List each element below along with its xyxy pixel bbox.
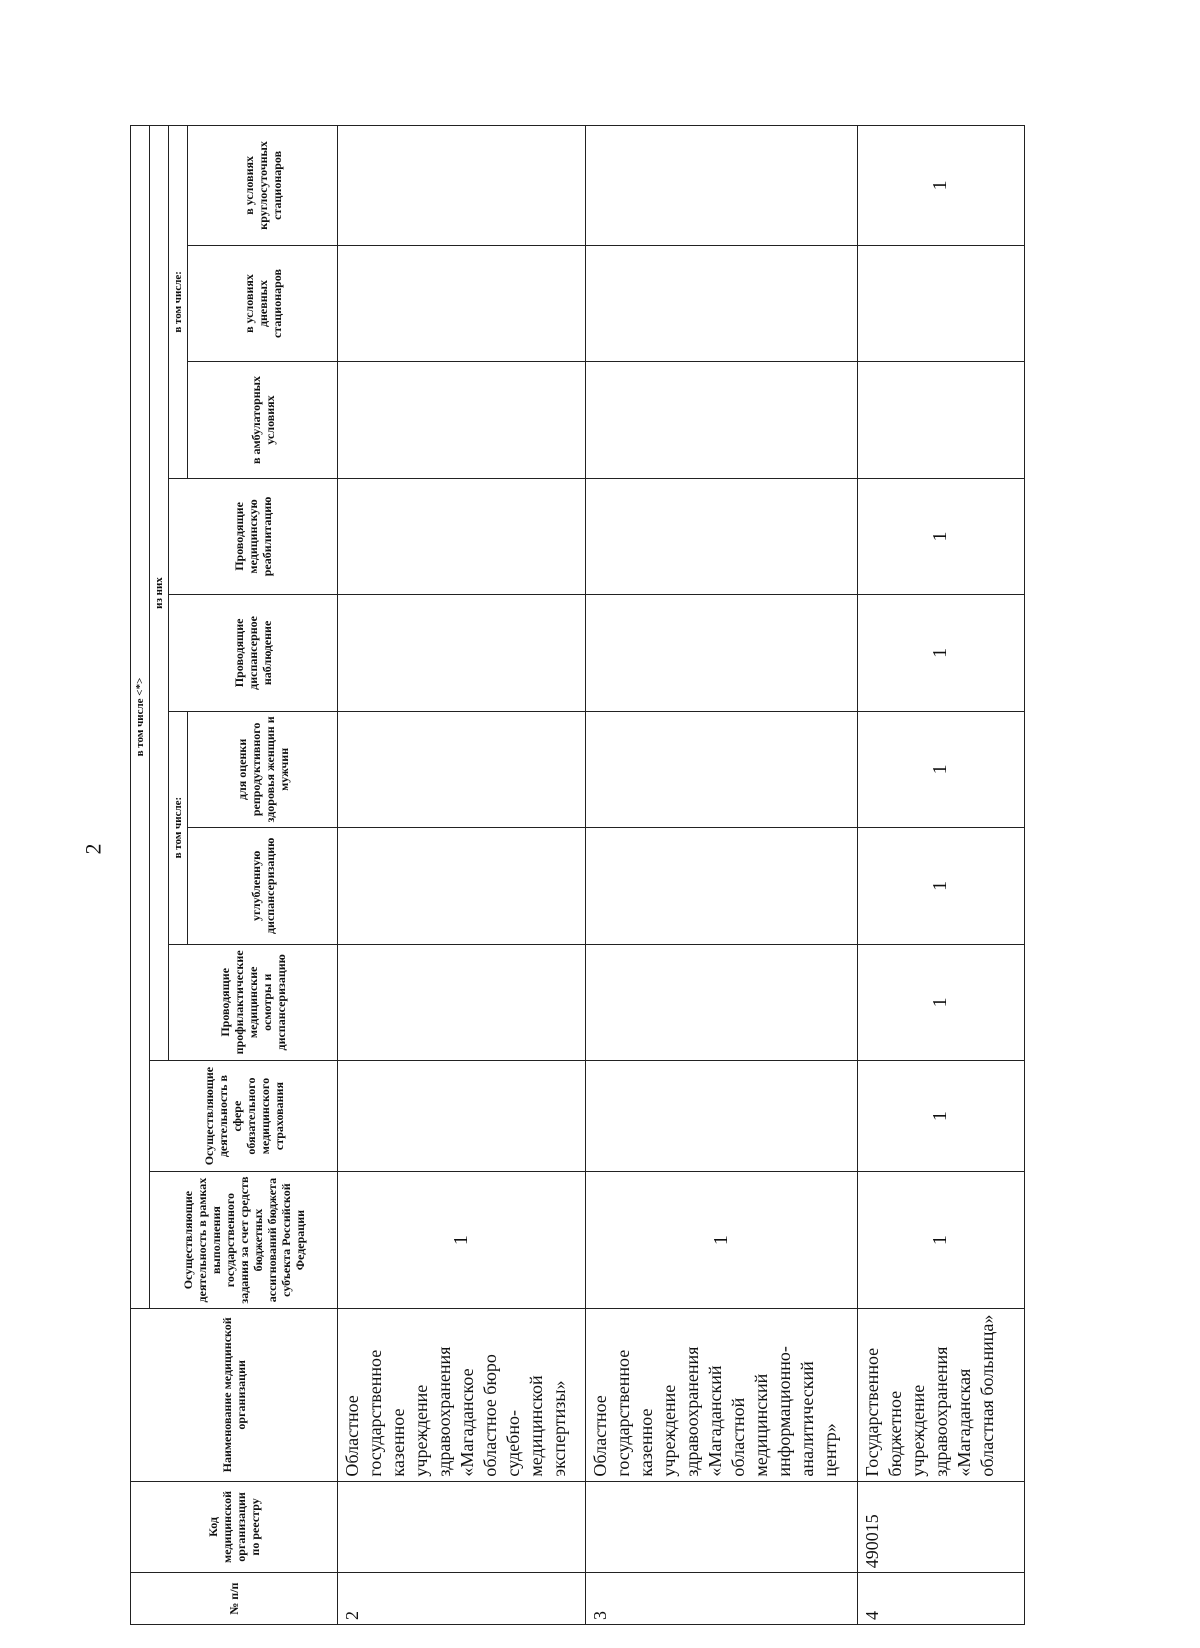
row-dispensary [585, 595, 857, 711]
row-reproductive [338, 711, 586, 827]
row-reproductive: 1 [857, 711, 1024, 827]
header-outpatient: в амбулаторных условиях [188, 362, 338, 478]
row-rehab: 1 [857, 478, 1024, 594]
row-name: Областное государственное казенное учреждение здравоохранения «Магаданское областное бюро судебно-медицинской экспертизы» [338, 1309, 586, 1482]
row-num: 4 [857, 1573, 1024, 1625]
row-round-clock: 1 [857, 126, 1024, 246]
header-reproductive: для оценки репродуктивного здоровья женщин и мужчин [188, 711, 338, 827]
row-dispensary [338, 595, 586, 711]
medical-organizations-table [130, 125, 1025, 1625]
header-day-hospital: в условиях дневных стационаров [188, 245, 338, 361]
row-rehab [585, 478, 857, 594]
row-oms [585, 1061, 857, 1172]
row-dispensary: 1 [857, 595, 1024, 711]
row-day-hospital [857, 245, 1024, 361]
row-rehab [338, 478, 586, 594]
row-code [338, 1481, 586, 1573]
row-outpatient [585, 362, 857, 478]
row-day-hospital [585, 245, 857, 361]
header-including-1: в том числе: [169, 711, 188, 944]
header-group-including: в том числе <*> [131, 126, 150, 1309]
row-name: Государственное бюджетное учреждение здравоохранения «Магаданская областная больница» [857, 1309, 1024, 1482]
row-in-depth [338, 828, 586, 944]
row-name: Областное государственное казенное учреждение здравоохранения «Магаданский областной медицинский информационно-аналитический центр» [585, 1309, 857, 1482]
row-state-task: 1 [857, 1172, 1024, 1309]
header-in-depth: углубленную диспансеризацию [188, 828, 338, 944]
row-in-depth: 1 [857, 828, 1024, 944]
row-day-hospital [338, 245, 586, 361]
row-outpatient [857, 362, 1024, 478]
header-round-clock: в условиях круглосуточных стационаров [188, 126, 338, 246]
row-reproductive [585, 711, 857, 827]
header-oms: Осуществляющие деятельность в сфере обязательного медицинского страхования [150, 1061, 338, 1172]
header-code: Код медицинской организации по реестру [131, 1481, 338, 1573]
table-row [857, 126, 1024, 1625]
row-state-task: 1 [585, 1172, 857, 1309]
row-code: 490015 [857, 1481, 1024, 1573]
row-prophylactic [338, 944, 586, 1060]
header-num: № п/п [131, 1573, 338, 1625]
row-num: 3 [585, 1573, 857, 1625]
row-in-depth [585, 828, 857, 944]
row-state-task: 1 [338, 1172, 586, 1309]
page-number: 2 [80, 843, 106, 855]
row-prophylactic: 1 [857, 944, 1024, 1060]
header-prophylactic: Проводящие профилактические медицинские осмотры и диспансеризацию [169, 944, 338, 1060]
header-state-task: Осуществляющие деятельность в рамках выполнения государственного задания за счет средств бюджетных ассигнований бюджета субъекта Российской Федерации [150, 1172, 338, 1309]
header-rehab: Проводящие медицинскую реабилитацию [169, 478, 338, 594]
row-round-clock [585, 126, 857, 246]
row-oms [338, 1061, 586, 1172]
header-of-them: из них [150, 126, 169, 1061]
row-num: 2 [338, 1573, 586, 1625]
row-outpatient [338, 362, 586, 478]
rotated-table-container [130, 125, 1025, 1625]
header-dispensary: Проводящие диспансерное наблюдение [169, 595, 338, 711]
header-including-2: в том числе: [169, 126, 188, 479]
header-name: Наименование медицинской организации [131, 1309, 338, 1482]
row-oms: 1 [857, 1061, 1024, 1172]
row-prophylactic [585, 944, 857, 1060]
table-row [585, 126, 857, 1625]
table-row [338, 126, 586, 1625]
row-round-clock [338, 126, 586, 246]
row-code [585, 1481, 857, 1573]
